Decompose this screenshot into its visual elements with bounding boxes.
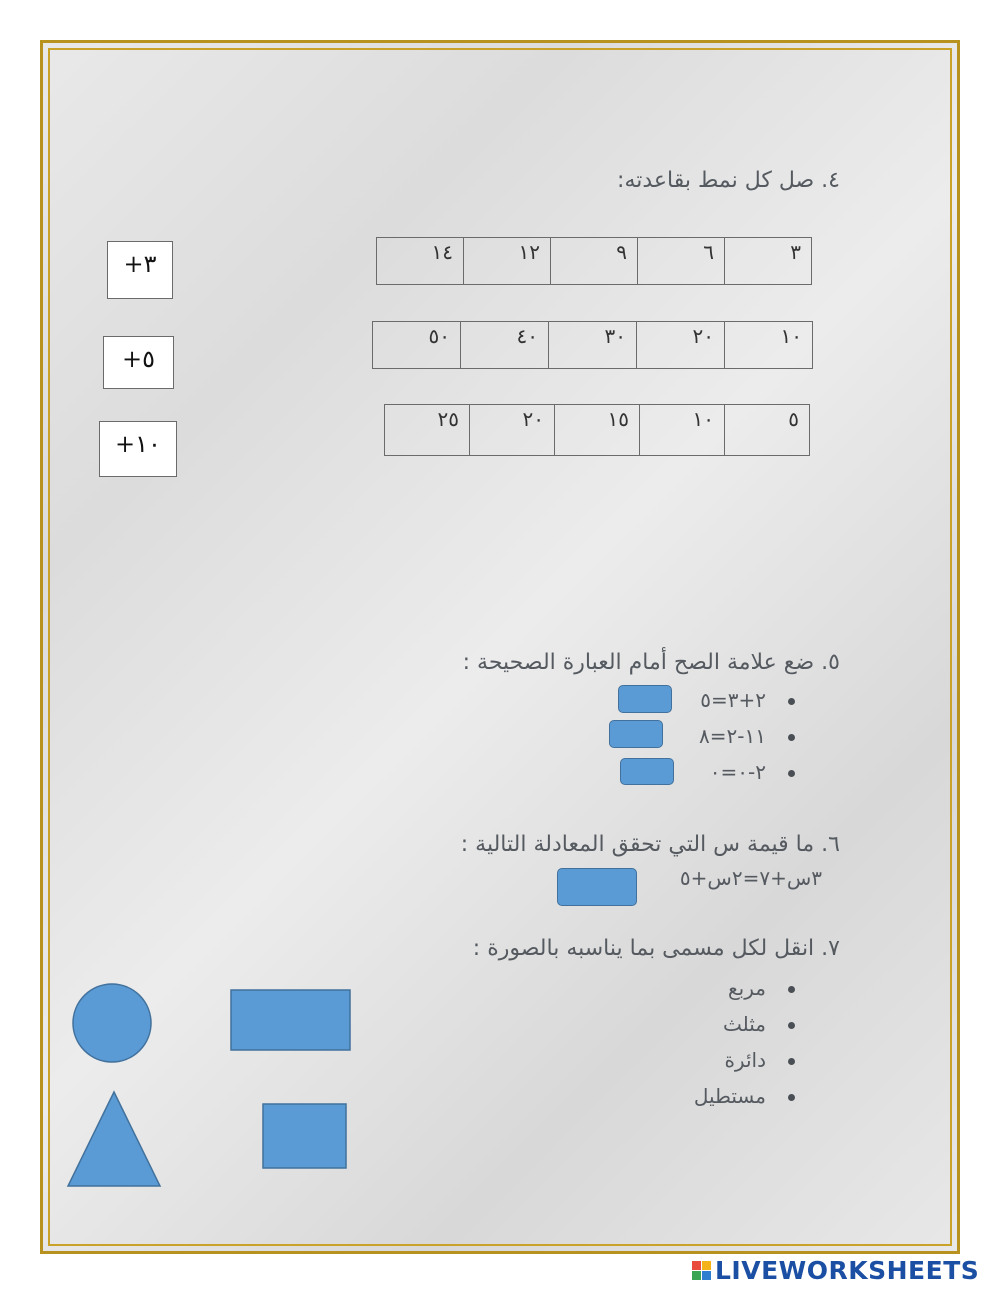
q7-label-circle-text: دائرة — [724, 1048, 766, 1072]
square-icon[interactable] — [262, 1103, 348, 1170]
bullet-icon — [788, 770, 795, 777]
rectangle-icon[interactable] — [230, 989, 352, 1051]
q4-sequence-row-2 — [372, 321, 813, 369]
q4-row2-cell: ٤٠ — [460, 321, 549, 369]
liveworksheets-logo-icon — [692, 1261, 711, 1280]
q5-check-box-1[interactable] — [618, 685, 672, 713]
q4-row1-cell: ٩ — [550, 237, 638, 285]
q4-row3-cell: ١٥ — [554, 404, 640, 456]
q4-rule-plus-3[interactable]: ٣+ — [107, 241, 173, 299]
q7-heading: ٧. انقل لكل مسمى بما يناسبه بالصورة : — [472, 936, 840, 961]
q7-label-rectangle[interactable] — [694, 1084, 795, 1108]
q7-label-triangle-text: مثلث — [722, 1012, 766, 1036]
q5-statement-1-text: ٢+٣=٥ — [700, 688, 766, 712]
q4-row1-cell: ١٢ — [463, 237, 551, 285]
q4-heading: ٤. صل كل نمط بقاعدته: — [617, 168, 840, 193]
bullet-icon — [788, 1094, 795, 1101]
q5-statement-3 — [710, 760, 795, 784]
bullet-icon — [788, 734, 795, 741]
q4-row3-cell: ١٠ — [639, 404, 725, 456]
q5-statement-1 — [700, 688, 795, 712]
q4-sequence-row-1 — [376, 237, 812, 285]
circle-icon[interactable] — [70, 982, 154, 1066]
q4-row3-cell: ٥ — [724, 404, 810, 456]
q7-label-triangle[interactable] — [723, 1012, 795, 1036]
q5-check-box-2[interactable] — [609, 720, 663, 748]
q4-row2-cell: ١٠ — [724, 321, 813, 369]
q4-row1-cell: ٣ — [724, 237, 812, 285]
page-frame-inner — [48, 48, 952, 1246]
q4-row1-cell: ١٤ — [376, 237, 464, 285]
q7-label-rectangle-text: مستطيل — [693, 1084, 766, 1108]
bullet-icon — [788, 1058, 795, 1065]
q6-answer-input[interactable] — [557, 868, 637, 906]
q6-heading: ٦. ما قيمة س التي تحقق المعادلة التالية : — [460, 832, 840, 857]
q5-check-box-3[interactable] — [620, 758, 674, 785]
bullet-icon — [788, 1022, 795, 1029]
q4-rule-plus-10[interactable]: ١٠+ — [99, 421, 177, 477]
triangle-icon[interactable] — [66, 1090, 162, 1188]
q5-statement-2 — [699, 724, 795, 748]
q5-statement-3-text: ٢-٠=٠ — [709, 760, 766, 784]
q7-label-square-text: مربع — [728, 976, 766, 1000]
q7-label-square[interactable] — [728, 976, 795, 1000]
liveworksheets-logo — [692, 1254, 979, 1286]
q4-row2-cell: ٥٠ — [372, 321, 461, 369]
q4-rule-plus-5[interactable]: ٥+ — [103, 336, 174, 389]
q4-row3-cell: ٢٥ — [384, 404, 470, 456]
q6-equation: ٣س+٧=٢س+٥ — [679, 866, 822, 890]
q4-row2-cell: ٣٠ — [548, 321, 637, 369]
q4-row3-cell: ٢٠ — [469, 404, 555, 456]
bullet-icon — [788, 698, 795, 705]
liveworksheets-logo-text: LIVEWORKSHEETS — [715, 1255, 980, 1285]
q5-heading: ٥. ضع علامة الصح أمام العبارة الصحيحة : — [462, 650, 840, 675]
q4-sequence-row-3 — [384, 404, 810, 456]
q7-label-circle[interactable] — [724, 1048, 795, 1072]
bullet-icon — [788, 986, 795, 993]
q5-statement-2-text: ١١-٢=٨ — [699, 724, 766, 748]
q4-row2-cell: ٢٠ — [636, 321, 725, 369]
q4-row1-cell: ٦ — [637, 237, 725, 285]
